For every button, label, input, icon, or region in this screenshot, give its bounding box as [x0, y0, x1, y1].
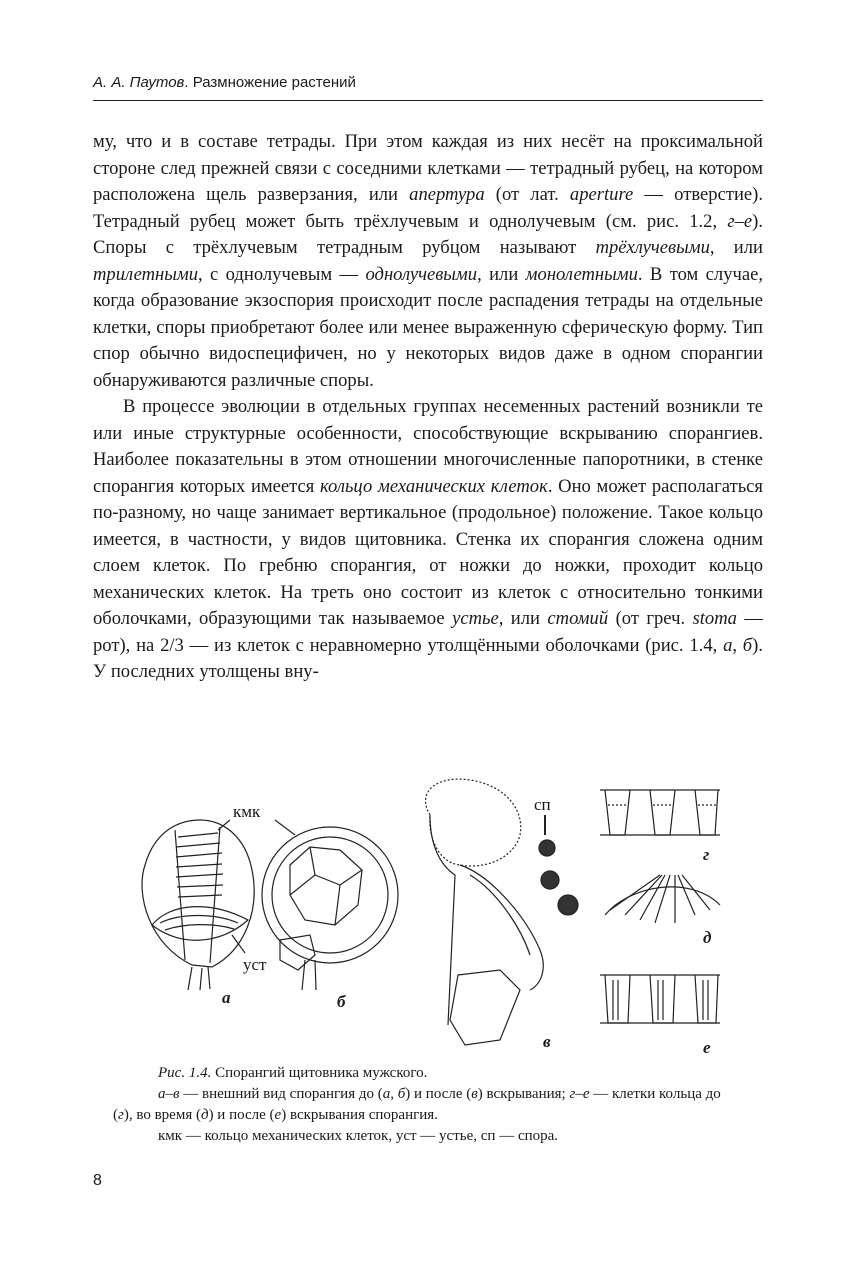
- text-run: , с однолучевым —: [198, 263, 366, 285]
- caption-run: г–е: [569, 1086, 590, 1102]
- italic-term: устье,: [452, 608, 504, 629]
- spore-1: [539, 840, 555, 856]
- cells-g-drawing: [600, 790, 720, 835]
- italic-term: трёхлучевыми: [595, 237, 710, 258]
- spore-2: [541, 871, 559, 889]
- kmk-leader-lines: [218, 820, 295, 835]
- italic-term: г–е: [727, 210, 753, 232]
- caption-run: — клетки кольца до (: [113, 1086, 721, 1123]
- text-run: или: [503, 608, 548, 629]
- text-run: . В том случае, когда образование экзоспория происходит после распадения тетрады на отдельные клетки, споры приобретают более или менее выраженную сферическую форму. Тип спор обычно видоспецифичен, но у некоторых видов даже в одном спорангии обнаруживаются различные споры.: [93, 263, 764, 391]
- caption-run: — внешний вид спорангия до (: [179, 1086, 383, 1102]
- sporangium-v-drawing: [426, 779, 544, 1045]
- caption-fig-number: Рис. 1.4.: [158, 1065, 212, 1081]
- italic-term: б: [742, 634, 753, 656]
- cells-d-drawing: [605, 875, 720, 923]
- italic-term: кольцо механических клеток: [320, 475, 548, 497]
- paragraph-1: [93, 129, 763, 394]
- label-d: д: [703, 928, 712, 947]
- caption-run: б: [397, 1086, 406, 1102]
- italic-term: стомий: [547, 608, 609, 629]
- text-run: (от греч.: [608, 608, 693, 629]
- sporangium-figure: [130, 775, 740, 1060]
- caption-run: а–в: [158, 1086, 180, 1102]
- figure-caption: [113, 1063, 743, 1147]
- caption-title: [113, 1063, 743, 1084]
- italic-term: stoma: [692, 608, 737, 629]
- caption-line-2: [113, 1084, 743, 1126]
- italic-term: апертура: [409, 184, 485, 205]
- label-v: в: [543, 1032, 551, 1051]
- text-run: В процессе эволюции в отдельных группах несеменных растений возникли те или иные структурные особенности, способствующие вскрыванию спорангиев. Наиболее показательны в этом отношении многочисленные папоротники, в стенке спорангия которых имеется: [93, 396, 763, 497]
- paragraph-2: [93, 394, 763, 686]
- text-run: (от лат.: [484, 184, 570, 205]
- caption-run: ) вскрывания спорангия.: [281, 1107, 438, 1123]
- text-run: му, что и в составе тетрады. При этом каждая из них несёт на проксимальной стороне след прежней связи с соседними клетками — тетрадный рубец, на котором расположена щель разверзания, или: [93, 131, 763, 205]
- label-sp: сп: [534, 795, 551, 814]
- header-title: . Размножение растений: [184, 74, 356, 91]
- label-g: г: [703, 845, 710, 864]
- running-header: [93, 74, 763, 91]
- text-run: , или: [477, 263, 526, 285]
- label-b: б: [337, 992, 346, 1011]
- sporangium-b-drawing: [262, 827, 398, 990]
- cells-e-drawing: [600, 975, 720, 1023]
- text-run: . Оно может располагаться по-разному, но чаще занимает вертикальное (продольное) положение. Такое кольцо имеется, в частности, у видов щитовника. Стенка их спорангия сложена одним слоем клеток. По гребню спорангия, от ножки до ножки, проходит кольцо механических клеток. На треть оно состоит из клеток с относительно тонкими оболочками, образующими так называемое: [93, 475, 763, 629]
- text-run: ). У последних утолщены вну-: [93, 634, 763, 682]
- caption-run: д: [200, 1107, 209, 1123]
- caption-run: ,: [390, 1086, 398, 1102]
- page-number: 8: [93, 1172, 102, 1189]
- caption-fig-title: Спорангий щитовника мужского.: [211, 1065, 428, 1081]
- body-text: [93, 129, 763, 686]
- caption-run: ) вскрывания;: [477, 1086, 570, 1102]
- text-run: , или: [709, 237, 763, 258]
- caption-run: е: [274, 1107, 282, 1123]
- italic-term: монолетными: [525, 263, 638, 285]
- figure-drawing: [130, 775, 740, 1060]
- text-run: — рот), на 2/3 — из клеток с неравномерно утолщёнными оболочками (рис. 1.4,: [93, 608, 763, 656]
- text-run: ). Споры с трёхлучевым тетрадным рубцом называют: [93, 210, 763, 258]
- text-run: ,: [732, 634, 743, 656]
- caption-run: а: [382, 1086, 391, 1102]
- label-kmk: кмк: [233, 802, 261, 821]
- sporangium-a-drawing: [142, 820, 254, 990]
- label-a: а: [222, 988, 231, 1007]
- label-ust: уст: [243, 955, 267, 974]
- italic-term: а: [723, 634, 733, 656]
- italic-term: трилетными: [93, 263, 199, 285]
- spore-3: [558, 895, 578, 915]
- caption-run: ) и после (: [405, 1086, 472, 1102]
- italic-term: aperture: [569, 184, 634, 205]
- caption-run: ) и после (: [208, 1107, 275, 1123]
- caption-line-3: кмк — кольцо механических клеток, уст — устье, сп — спора.: [158, 1128, 559, 1144]
- caption-run: в: [471, 1086, 478, 1102]
- caption-run: г: [118, 1107, 124, 1123]
- label-e: е: [703, 1038, 711, 1057]
- text-run: — отверстие). Тетрадный рубец может быть трёхлучевым и однолучевым (см. рис. 1.2,: [93, 184, 763, 232]
- header-author: А. А. Паутов: [93, 74, 185, 91]
- italic-term: однолучевыми: [365, 263, 478, 285]
- header-rule: [93, 100, 763, 101]
- caption-run: ), во время (: [123, 1107, 201, 1123]
